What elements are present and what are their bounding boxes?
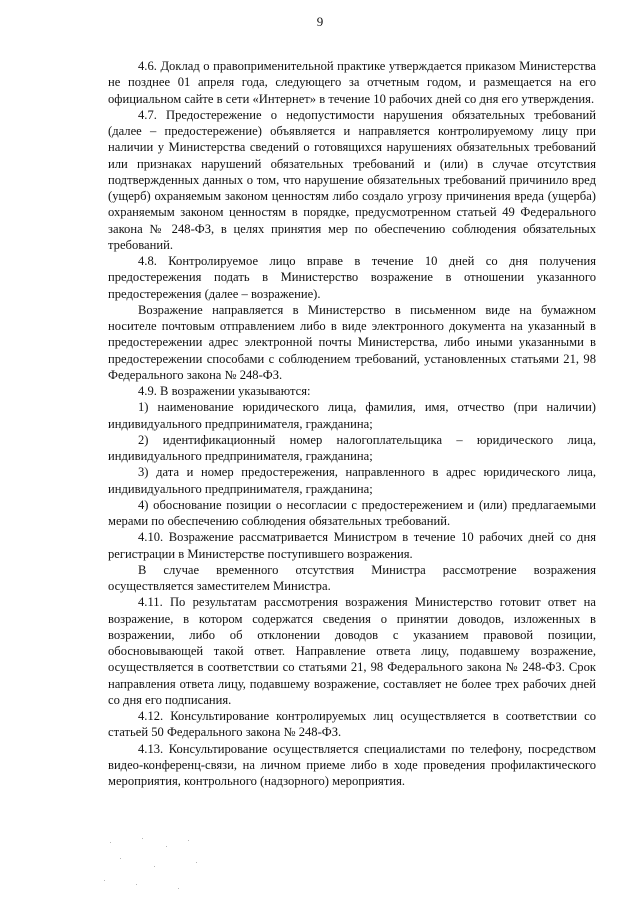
list-item-2: 2) идентификационный номер налогоплательщика – юридического лица, индивидуального предпринимателя, гражданина; — [108, 432, 596, 463]
paragraph-4-12: 4.12. Консультирование контролируемых лиц осуществляется в соответствии со статьей 50 Федерального закона № 248-ФЗ. — [108, 709, 596, 740]
paragraph-4-6: 4.6. Доклад о правоприменительной практике утверждается приказом Министерства не позднее 01 апреля года, следующего за отчетным годом, и размещается на его официальном сайте в сети «Интернет» в течение 10 рабочих дней со дня его утверждения. — [108, 59, 596, 106]
paragraph-4-7: 4.7. Предостережение о недопустимости нарушения обязательных требований (далее – предостережение) объявляется и направляется контролируемому лицу при наличии у Министерства сведений о готовящихся нарушениях обязательных требований или признаках нарушений обязательных требований и (или) в случае отсутствия подтвержденных данных о том, что нарушение обязательных требований причинило вред (ущерб) охраняемым законом ценностям либо создало угрозу причинения вреда (ущерба) охраняемым законом ценностям в порядке, предусмотренном статьей 49 Федерального закона № 248-ФЗ, в целях принятия мер по обеспечению соблюдения обязательных требований. — [108, 107, 596, 252]
list-item-4: 4) обоснование позиции о несогласии с предостережением и (или) предлагаемыми мерами по обеспечению соблюдения обязательных требований. — [108, 497, 596, 528]
list-item-3: 3) дата и номер предостережения, направленного в адрес юридического лица, индивидуального предпринимателя, гражданина; — [108, 465, 596, 496]
paragraph-objection-delivery: Возражение направляется в Министерство в письменном виде на бумажном носителе почтовым отправлением либо в виде электронного документа на указанный в предостережении адрес электронной почты Министерства, либо иными указанными в предостережении способами с соблюдением требований, установленных статьями 21, 98 Федерального закона № 248-ФЗ. — [108, 302, 596, 382]
list-item-1: 1) наименование юридического лица, фамилия, имя, отчество (при наличии) индивидуального предпринимателя, гражданина; — [108, 400, 596, 431]
document-body — [108, 58, 596, 789]
paragraph-4-8: 4.8. Контролируемое лицо вправе в течение 10 дней со дня получения предостережения подать в Министерство возражение в отношении указанного предостережения (далее – возражение). — [108, 254, 596, 301]
page-number: 9 — [316, 14, 324, 29]
paragraph-4-9: 4.9. В возражении указываются: — [138, 384, 311, 398]
paragraph-4-10: 4.10. Возражение рассматривается Министром в течение 10 рабочих дней со дня регистрации в Министерстве поступившего возражения. — [108, 530, 596, 561]
scan-noise — [100, 836, 210, 896]
paragraph-minister-absence: В случае временного отсутствия Министра рассмотрение возражения осуществляется заместителем Министра. — [108, 562, 596, 593]
paragraph-4-13: 4.13. Консультирование осуществляется специалистами по телефону, посредством видео-конференц-связи, на личном приеме либо в ходе проведения профилактического мероприятия, контрольного (надзорного) мероприятия. — [108, 741, 596, 788]
paragraph-4-11: 4.11. По результатам рассмотрения возражения Министерство готовит ответ на возражение, в котором содержатся сведения о принятии доводов, изложенных в возражении, либо об отклонении доводов с указанием правовой позиции, обосновывающей такой ответ. Направление ответа лицу, подавшему возражение, осуществляется в соответствии со статьями 21, 98 Федерального закона № 248-ФЗ. Срок направления ответа лицу, подавшему возражение, составляет не более трех рабочих дней со дня его подписания. — [108, 595, 596, 707]
